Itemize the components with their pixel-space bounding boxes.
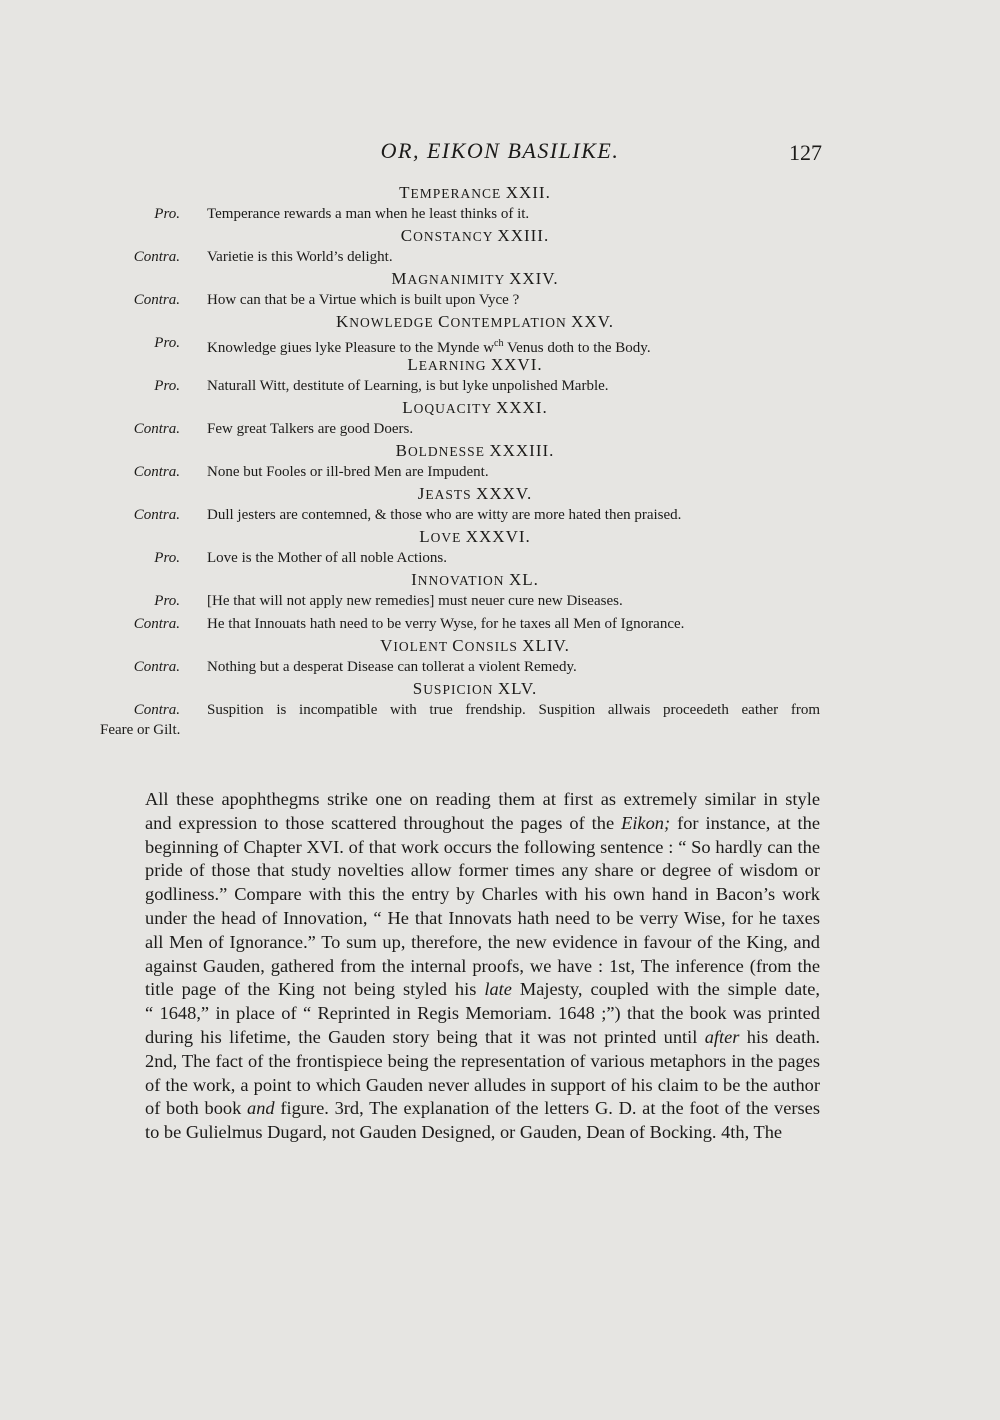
entry-heading: CONSTANCY XXIII. bbox=[400, 226, 550, 245]
entry-heading: LOVE XXXVI. bbox=[419, 527, 531, 546]
body-line: of both book and figure. 3rd, The explanation of the letters G. D. at the foot of the verses bbox=[145, 1098, 821, 1119]
entry-line bbox=[0, 547, 1000, 570]
entry-text: Few great Talkers are good Doers. bbox=[207, 421, 414, 437]
entry-heading: TEMPERANCE XXII. bbox=[399, 183, 551, 202]
entry-text: Suspition is incompatible with true frendship. Suspition allwais proceedeth eather from bbox=[207, 702, 820, 718]
entry-line bbox=[0, 418, 1000, 441]
entry-line bbox=[0, 461, 1000, 484]
body-line: pride of those that study novelties allow former times any share or degree of wisdom or bbox=[145, 860, 820, 881]
entry-heading: INNOVATION XL. bbox=[411, 570, 539, 589]
entry-line bbox=[0, 332, 1000, 355]
entry-heading: KNOWLEDGE CONTEMPLATION XXV. bbox=[336, 312, 614, 331]
body-line: godliness.” Compare with this the entry by Charles with his own hand in Bacon’s work bbox=[145, 884, 820, 905]
body-line: all Men of Ignorance.” To sum up, therefore, the new evidence in favour of the King, and bbox=[145, 931, 820, 952]
entry-text: Nothing but a desperat Disease can tollerat a violent Remedy. bbox=[207, 659, 577, 675]
entry-line bbox=[0, 375, 1000, 398]
entry-heading: VIOLENT CONSILS XLIV. bbox=[380, 636, 570, 655]
entry-heading: BOLDNESSE XXXIII. bbox=[395, 441, 555, 460]
pro-contra-label: Pro. bbox=[154, 550, 180, 566]
body-line: and expression to those scattered throughout the pages of the Eikon; for instance, at the bbox=[145, 812, 820, 833]
running-head: OR, EIKON BASILIKE. bbox=[380, 138, 620, 163]
pro-contra-label: Contra. bbox=[133, 507, 180, 523]
pro-contra-label: Contra. bbox=[133, 659, 180, 675]
pro-contra-label: Pro. bbox=[154, 335, 180, 351]
body-line: All these apophthegms strike one on reading them at first as extremely similar in style bbox=[145, 789, 820, 809]
entry-text: Love is the Mother of all noble Actions. bbox=[207, 550, 447, 566]
entry-line bbox=[0, 699, 1000, 721]
entry-line bbox=[0, 590, 1000, 613]
body-line: during his lifetime, the Gauden story being that it was not printed until after his death. bbox=[145, 1026, 820, 1047]
body-line: of the work, a point to which Gauden never alludes in support of his claim to be the author bbox=[145, 1074, 820, 1095]
pro-contra-label: Pro. bbox=[154, 593, 180, 609]
entry-text: [He that will not apply new remedies] must neuer cure new Diseases. bbox=[207, 593, 623, 609]
entry-line bbox=[0, 504, 1000, 527]
entry-text: Dull jesters are contemned, & those who are witty are more hated then praised. bbox=[207, 507, 682, 523]
entry-heading: SUSPICION XLV. bbox=[412, 679, 538, 698]
entry-line-continuation: Feare or Gilt. bbox=[100, 722, 181, 738]
body-line: to be Gulielmus Dugard, not Gauden Designed, or Gauden, Dean of Bocking. 4th, The bbox=[145, 1122, 783, 1143]
pro-contra-label: Contra. bbox=[133, 702, 180, 718]
entry-text: Naturall Witt, destitute of Learning, is but lyke unpolished Marble. bbox=[207, 378, 609, 394]
page-number: 127 bbox=[789, 140, 822, 165]
body-line: title page of the King not being styled his late Majesty, coupled with the simple date, bbox=[145, 979, 820, 1000]
body-line: 2nd, The fact of the frontispiece being the representation of various metaphors in the pages bbox=[145, 1050, 820, 1071]
entry-line bbox=[0, 203, 1000, 226]
entry-heading: JEASTS XXXV. bbox=[417, 484, 533, 503]
pro-contra-label: Contra. bbox=[133, 249, 180, 265]
entry-heading: LEARNING XXVI. bbox=[407, 355, 543, 374]
entry-text: Knowledge giues lyke Pleasure to the Mynde $w^{ch}$ Venus doth to the Body. bbox=[207, 338, 651, 356]
entry-text: None but Fooles or ill-bred Men are Impudent. bbox=[207, 464, 489, 480]
apophthegm-list bbox=[0, 183, 1000, 741]
entry-heading: MAGNANIMITY XXIV. bbox=[391, 269, 559, 288]
pro-contra-label: Contra. bbox=[133, 464, 180, 480]
pro-contra-label: Contra. bbox=[133, 292, 180, 308]
pro-contra-label: Pro. bbox=[154, 378, 180, 394]
entry-text: How can that be a Virtue which is built upon Vyce ? bbox=[207, 292, 520, 308]
page-header bbox=[0, 138, 1000, 168]
entry-line bbox=[0, 289, 1000, 312]
body-line: under the head of Innovation, “ He that Innovats hath need to be verry Wise, for he taxes bbox=[145, 907, 820, 928]
body-paragraph bbox=[145, 788, 820, 1145]
entry-heading: LOQUACITY XXXI. bbox=[402, 398, 548, 417]
entry-line bbox=[0, 656, 1000, 679]
body-line: “ 1648,” in place of “ Reprinted in Regis Memoriam. 1648 ;”) that the book was printed bbox=[145, 1003, 820, 1024]
pro-contra-label: Pro. bbox=[154, 206, 180, 222]
pro-contra-label: Contra. bbox=[133, 421, 180, 437]
entry-text: Temperance rewards a man when he least thinks of it. bbox=[207, 206, 530, 222]
entry-line bbox=[0, 246, 1000, 269]
entry-text: He that Innouats hath need to be verry Wyse, for he taxes all Men of Ignorance. bbox=[207, 616, 685, 632]
entry-text: Varietie is this World’s delight. bbox=[207, 249, 393, 265]
body-line: beginning of Chapter XVI. of that work occurs the following sentence : “ So hardly can the bbox=[145, 836, 820, 857]
pro-contra-label: Contra. bbox=[133, 616, 180, 632]
entry-line bbox=[0, 613, 1000, 636]
body-line: against Gauden, gathered from the internal proofs, we have : 1st, The inference (from the bbox=[145, 955, 820, 976]
